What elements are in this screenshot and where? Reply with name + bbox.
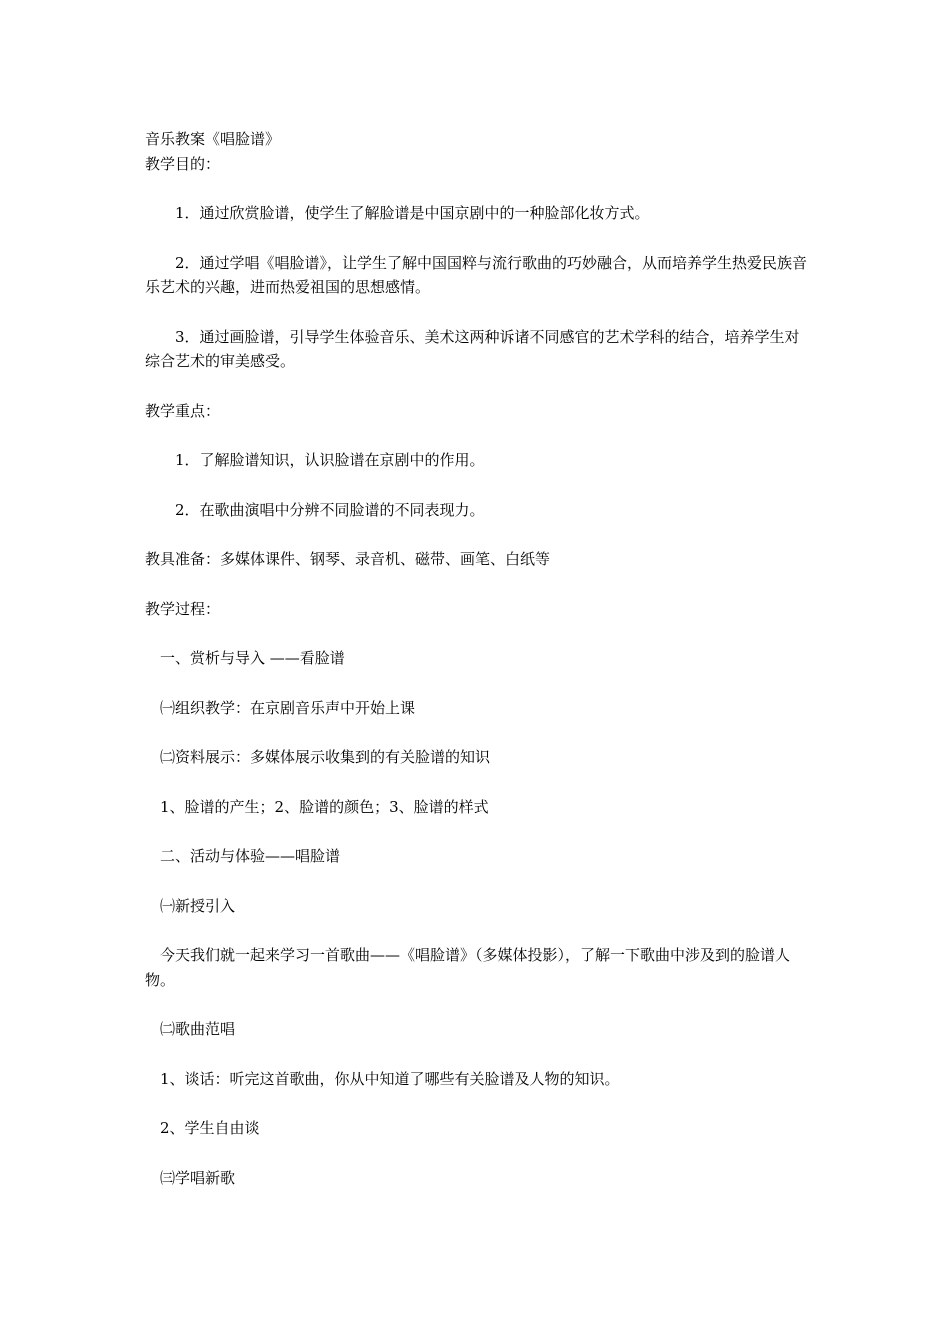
objective-1: 1．通过欣赏脸谱，使学生了解脸谱是中国京剧中的一种脸部化妆方式。 xyxy=(145,204,650,222)
teaching-materials: 教具准备：多媒体课件、钢琴、录音机、磁带、画笔、白纸等 xyxy=(145,550,551,568)
document-page xyxy=(145,127,810,1190)
process-step-organize: ㈠组织教学：在京剧音乐声中开始上课 xyxy=(145,698,416,717)
process-step-intro: ㈠新授引入 xyxy=(145,896,236,915)
process-discussion: 1、谈话：听完这首歌曲，你从中知道了哪些有关脸谱及人物的知识。 xyxy=(145,1069,620,1088)
process-step-demo: ㈡歌曲范唱 xyxy=(145,1020,236,1038)
process-step-learn-song: ㈢学唱新歌 xyxy=(145,1168,236,1187)
objective-2: 2．通过学唱《唱脸谱》，让学生了解中国国粹与流行歌曲的巧妙融合，从而培养学生热爱民族音乐艺术的兴趣，进而热爱祖国的思想感情。 xyxy=(145,253,808,296)
process-free-talk: 2、学生自由谈 xyxy=(145,1119,260,1137)
process-facepaint-topics: 1、脸谱的产生；2、脸谱的颜色；3、脸谱的样式 xyxy=(145,797,489,816)
process-step-materials: ㈡资料展示：多媒体展示收集到的有关脸谱的知识 xyxy=(145,748,491,766)
objective-3: 3．通过画脸谱，引导学生体验音乐、美术这两种诉诸不同感官的艺术学科的结合，培养学生对综合艺术的审美感受。 xyxy=(145,327,800,370)
document-title: 音乐教案《唱脸谱》 xyxy=(145,130,281,148)
section-heading-objectives: 教学目的： xyxy=(145,154,221,173)
key-point-2: 2．在歌曲演唱中分辨不同脸谱的不同表现力。 xyxy=(145,500,485,519)
process-intro-text: 今天我们就一起来学习一首歌曲——《唱脸谱》（多媒体投影），了解一下歌曲中涉及到的脸谱人物。 xyxy=(145,946,791,989)
process-part-1: 一、赏析与导入 ——看脸谱 xyxy=(145,649,345,667)
key-point-1: 1．了解脸谱知识，认识脸谱在京剧中的作用。 xyxy=(145,451,485,469)
process-part-2: 二、活动与体验——唱脸谱 xyxy=(145,847,341,865)
section-heading-key-points: 教学重点： xyxy=(145,401,221,420)
section-heading-process: 教学过程： xyxy=(145,599,221,618)
